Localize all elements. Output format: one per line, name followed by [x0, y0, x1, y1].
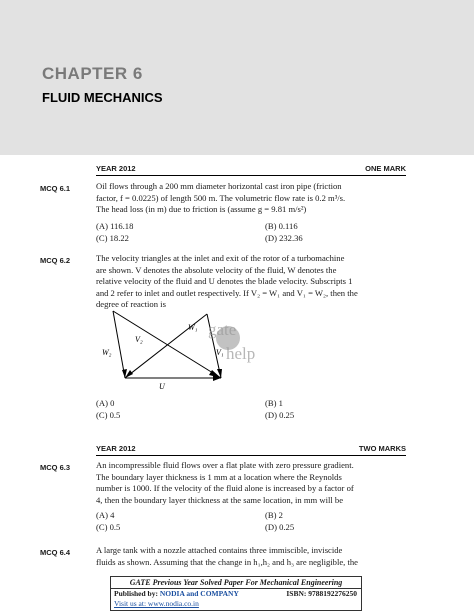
question-text [96, 460, 408, 506]
question-text [96, 181, 408, 216]
footer-isbn: ISBN: 9788192276250 [286, 589, 357, 598]
option-c: (C) 0.5 [96, 410, 121, 420]
section-header [96, 444, 406, 456]
question-label: MCQ 6.2 [40, 256, 71, 265]
label-v1: V₁ [216, 348, 224, 357]
question-line: number is 1000. If the velocity of the fluid alone is increased by a factor of [96, 483, 354, 493]
question-text [96, 253, 408, 311]
question-line: The head loss (in m) due to friction is (assume g = 9.81 m/s²) [96, 204, 307, 214]
footer-title: GATE Previous Year Solved Paper For Mechanical Engineering [129, 578, 343, 587]
option-b: (B) 2 [265, 510, 283, 520]
label-u: U [159, 382, 165, 391]
w2-vector [113, 311, 125, 378]
question-line: A large tank with a nozzle attached contains three immiscible, inviscide [96, 545, 343, 555]
watermark-line2: help [226, 344, 256, 363]
question-line: are shown. V denotes the absolute velocity of the fluid, W denotes the [96, 264, 337, 275]
watermark-line1: gate [208, 320, 237, 339]
label-v2: V₂ [135, 335, 143, 344]
section-marks: TWO MARKS [358, 444, 406, 453]
footer-website-link[interactable]: Visit us at: www.nodia.co.in [114, 599, 199, 608]
question-text [96, 545, 408, 568]
question-line: factor, f = 0.0225) of length 500 m. The volumetric flow rate is 0.2 m³/s. [96, 192, 346, 203]
option-a: (A) 4 [96, 510, 115, 520]
option-d: (D) 232.36 [265, 233, 303, 243]
chapter-header [0, 0, 474, 155]
question-label: MCQ 6.3 [40, 463, 71, 472]
question-line: relative velocity of the fluid and U denotes the blade velocity. Subscripts 1 [96, 276, 353, 286]
option-c: (C) 18.22 [96, 233, 129, 243]
question-line: An incompressible fluid flows over a flat plate with zero pressure gradient. [96, 460, 354, 470]
question-line: Oil flows through a 200 mm diameter horizontal cast iron pipe (friction [96, 181, 342, 191]
label-w2: W₂ [102, 348, 112, 357]
question-line: The boundary layer thickness is 1 mm at a location where the Reynolds [96, 471, 342, 482]
option-c: (C) 0.5 [96, 522, 121, 532]
chapter-title: FLUID MECHANICS [42, 90, 163, 105]
question-label: MCQ 6.1 [40, 184, 71, 193]
publisher-footer [110, 576, 362, 611]
question-line: and 2 refer to inlet and outlet respectively. If V₂ = W₁ and V₁ = W₂, then the [96, 287, 358, 298]
question-line: fluids as shown. Assuming that the change in h₁,h₂ and h₃ are negligible, the [96, 556, 358, 567]
option-b: (B) 0.116 [265, 221, 298, 231]
question-label: MCQ 6.4 [40, 548, 71, 557]
question-line: The velocity triangles at the inlet and exit of the rotor of a turbomachine [96, 253, 345, 263]
chapter-number: CHAPTER 6 [42, 64, 143, 83]
option-b: (B) 1 [265, 398, 283, 408]
question-line: degree of reaction is [96, 299, 166, 309]
section-year: YEAR 2012 [96, 164, 136, 173]
footer-publisher-name: NODIA and COMPANY [159, 589, 239, 598]
footer-published-label: Published by: [114, 589, 158, 598]
section-marks: ONE MARK [365, 164, 406, 173]
section-header [96, 164, 406, 176]
option-d: (D) 0.25 [265, 410, 295, 420]
velocity-triangle-diagram [100, 305, 330, 397]
v2-vector [113, 311, 221, 378]
section-year: YEAR 2012 [96, 444, 136, 453]
option-a: (A) 116.18 [96, 221, 134, 231]
question-line: 4, then the boundary layer thickness at the same location, in mm will be [96, 494, 344, 505]
option-d: (D) 0.25 [265, 522, 295, 532]
footer-publisher [114, 589, 239, 598]
option-a: (A) 0 [96, 398, 115, 408]
label-w1: W₁ [188, 323, 198, 332]
